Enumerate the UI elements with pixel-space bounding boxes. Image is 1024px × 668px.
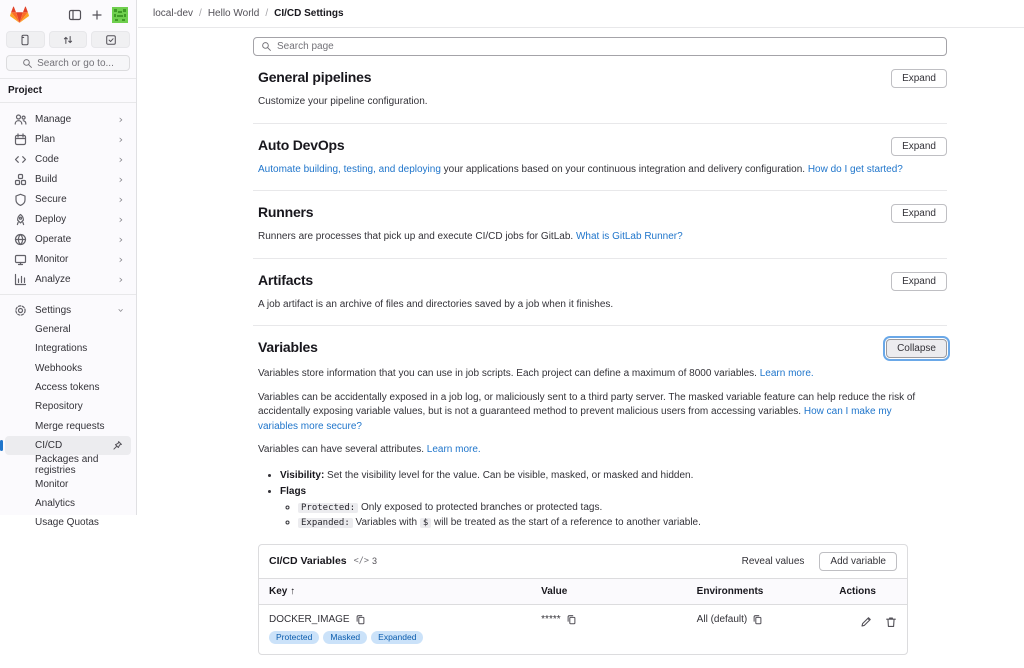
submenu-label: Usage Quotas — [35, 517, 99, 529]
chevron-right-icon: › — [118, 132, 123, 146]
sidebar-item-code[interactable] — [5, 149, 131, 169]
paragraph-text: Variables can have several attributes. — [258, 444, 427, 455]
edit-variable-icon[interactable] — [860, 616, 872, 628]
section-title: Artifacts — [258, 271, 313, 288]
sidebar-item-monitor-settings[interactable] — [5, 474, 131, 493]
count-value: 3 — [371, 556, 377, 566]
submenu-label: General — [35, 324, 71, 336]
breadcrumb-group[interactable]: local-dev — [153, 8, 194, 19]
main-area — [138, 0, 1024, 642]
section-description — [258, 230, 947, 245]
chevron-right-icon: › — [118, 212, 123, 226]
section-artifacts — [253, 259, 947, 327]
submenu-label: Analytics — [35, 497, 76, 509]
expanded-text: Variables with — [352, 517, 420, 528]
search-icon — [22, 58, 33, 69]
variables-secure-link[interactable]: How can I make my variables more secure? — [258, 406, 892, 432]
variables-attribute-list — [280, 468, 947, 531]
variable-value-masked: ***** — [541, 613, 561, 625]
protected-code: Protected: — [298, 503, 358, 513]
submenu-label: Packages and registries — [35, 453, 99, 476]
sidebar-item-operate[interactable] — [5, 229, 131, 249]
attributes-learn-more-link[interactable]: Learn more. — [426, 444, 481, 455]
merge-requests-shortcut-button[interactable] — [49, 31, 88, 48]
sidebar-item-label: Manage — [35, 113, 72, 125]
rocket-icon — [14, 213, 27, 226]
breadcrumb-current: CI/CD Settings — [274, 8, 344, 19]
expanded-bullet — [298, 515, 947, 531]
sidebar-search-input[interactable] — [6, 55, 130, 71]
todo-shortcut-button[interactable] — [91, 31, 130, 48]
submenu-label: Repository — [35, 401, 83, 413]
copy-value-icon[interactable] — [566, 614, 577, 625]
collapse-variables-button[interactable]: Collapse — [886, 339, 947, 358]
variables-paragraph-3 — [258, 443, 918, 458]
sidebar-item-repository[interactable] — [5, 397, 131, 416]
table-header-row — [259, 579, 907, 605]
sidebar-item-settings[interactable] — [5, 300, 131, 320]
variables-table — [259, 579, 907, 654]
sidebar-item-usage-quotas[interactable] — [5, 513, 131, 532]
sidebar-item-analytics[interactable] — [5, 494, 131, 513]
search-icon — [261, 41, 272, 52]
sidebar-item-label: Secure — [35, 193, 67, 205]
sidebar-item-general[interactable] — [5, 320, 131, 339]
variables-count — [354, 556, 377, 566]
breadcrumb-separator: / — [199, 8, 202, 19]
sidebar — [0, 0, 137, 529]
sidebar-search-placeholder: Search or go to... — [37, 57, 114, 69]
masked-badge: Masked — [323, 631, 367, 644]
expanded-text: will be treated as the start of a reference to another variable. — [431, 517, 701, 528]
cicd-variables-card — [258, 544, 908, 655]
description-text: your applications based on your continuous integration and delivery configuration. — [440, 163, 808, 175]
visibility-text: Set the visibility level for the value. Can be visible, masked, or masked and hidden. — [324, 469, 694, 481]
dollar-code: $ — [420, 518, 431, 528]
expand-runners-button[interactable]: Expand — [891, 204, 947, 223]
flags-sublist — [298, 500, 947, 531]
sidebar-item-integrations[interactable] — [5, 339, 131, 358]
what-is-runner-link[interactable]: What is GitLab Runner? — [575, 231, 683, 242]
section-description — [258, 163, 947, 178]
collapse-sidebar-icon[interactable] — [68, 8, 82, 22]
monitor-icon — [14, 253, 27, 266]
variables-paragraph-2 — [258, 391, 918, 435]
table-row — [259, 604, 907, 654]
sidebar-item-label: Monitor — [35, 253, 69, 265]
sidebar-item-label: Analyze — [35, 273, 71, 285]
sidebar-item-label: Plan — [35, 133, 56, 145]
chart-icon — [14, 273, 27, 286]
plan-icon — [14, 133, 27, 146]
get-started-link[interactable]: How do I get started? — [807, 163, 903, 175]
protected-badge: Protected — [269, 631, 319, 644]
submenu-label: Merge requests — [35, 420, 105, 432]
section-general-pipelines — [253, 56, 947, 124]
sidebar-item-webhooks[interactable] — [5, 359, 131, 378]
gitlab-logo[interactable] — [10, 6, 29, 24]
sidebar-item-deploy[interactable] — [5, 209, 131, 229]
variable-badges — [269, 631, 521, 644]
issues-icon — [19, 34, 31, 46]
chevron-right-icon: › — [118, 192, 123, 206]
chevron-right-icon: › — [118, 232, 123, 246]
expand-general-pipelines-button[interactable]: Expand — [891, 69, 947, 88]
sidebar-item-packages-registries[interactable] — [5, 455, 131, 474]
column-actions: Actions — [829, 579, 907, 605]
visibility-bullet — [280, 468, 947, 483]
copy-key-icon[interactable] — [355, 614, 366, 625]
chevron-right-icon: › — [118, 152, 123, 166]
sidebar-item-merge-requests[interactable] — [5, 416, 131, 435]
expanded-badge: Expanded — [371, 631, 423, 644]
submenu-label: Monitor — [35, 478, 69, 490]
sidebar-item-monitor[interactable] — [5, 249, 131, 269]
gear-icon — [14, 304, 27, 317]
chevron-right-icon: › — [118, 252, 123, 266]
todo-check-icon — [105, 34, 117, 46]
copy-environments-icon[interactable] — [752, 614, 763, 625]
create-new-icon[interactable] — [90, 8, 104, 22]
merge-request-icon — [62, 34, 74, 46]
column-key[interactable]: Key ↑ — [259, 579, 531, 605]
page-search-input[interactable] — [253, 37, 947, 56]
sidebar-nav — [0, 109, 136, 289]
sidebar-item-build[interactable] — [5, 169, 131, 189]
sidebar-shortcuts — [6, 31, 130, 48]
section-variables — [253, 326, 947, 668]
code-icon — [14, 153, 27, 166]
card-header — [259, 545, 907, 579]
sidebar-divider — [0, 294, 136, 295]
expand-auto-devops-button[interactable]: Expand — [891, 137, 947, 156]
description-text: Runners are processes that pick up and execute CI/CD jobs for GitLab. — [258, 231, 576, 242]
breadcrumb — [138, 0, 1024, 28]
sidebar-item-access-tokens[interactable] — [5, 378, 131, 397]
chevron-right-icon: › — [118, 112, 123, 126]
sidebar-item-label: Code — [35, 153, 59, 165]
paragraph-text: Variables can be accidentally exposed in a job log, or maliciously sent to a third party server. The masked variable feature can help reduce the risk of accidentally exposing variable values, but is not a guaranteed method to prevent malicious users from accessing variables. — [258, 391, 916, 417]
section-title: General pipelines — [258, 69, 372, 85]
card-title: CI/CD Variables — [269, 555, 347, 567]
shield-icon — [14, 193, 27, 206]
sidebar-item-cicd[interactable] — [5, 436, 131, 455]
protected-bullet — [298, 500, 947, 516]
sidebar-divider — [0, 102, 136, 103]
add-variable-button[interactable]: Add variable — [819, 552, 897, 571]
section-description: A job artifact is an archive of files and directories saved by a job when it finishes. — [258, 298, 614, 310]
sidebar-item-label: Build — [35, 173, 58, 185]
variable-environments: All (default) — [696, 613, 748, 625]
visibility-label: Visibility: — [280, 469, 325, 481]
section-title: Variables — [258, 339, 318, 355]
submenu-label: CI/CD — [35, 439, 63, 451]
section-description: Customize your pipeline configuration. — [258, 96, 428, 107]
settings-content — [138, 28, 1024, 642]
sidebar-header — [0, 0, 136, 28]
user-avatar[interactable] — [112, 7, 128, 23]
expand-artifacts-button[interactable]: Expand — [891, 272, 947, 291]
pin-icon[interactable] — [112, 440, 123, 451]
protected-text: Only exposed to protected branches or protected tags. — [358, 501, 603, 513]
variables-paragraph-1 — [258, 367, 918, 382]
breadcrumb-separator: / — [265, 8, 269, 19]
section-title: Runners — [258, 204, 314, 220]
column-environments: Environments — [687, 579, 830, 605]
context-header: Project — [8, 85, 42, 96]
column-value: Value — [531, 579, 687, 605]
row-actions — [860, 616, 897, 628]
paragraph-text: Variables store information that you can use in job scripts. Each project can define a maximum of 8000 variables. — [258, 368, 760, 379]
page-search-placeholder: Search page — [277, 41, 334, 52]
manage-icon — [14, 113, 27, 126]
section-title: Auto DevOps — [258, 136, 345, 153]
variable-key: DOCKER_IMAGE — [269, 613, 350, 625]
sort-ascending-icon: ↑ — [290, 585, 296, 597]
flags-bullet — [280, 484, 947, 531]
issues-shortcut-button[interactable] — [6, 31, 45, 48]
section-runners — [253, 191, 947, 259]
sidebar-item-label: Deploy — [35, 213, 67, 225]
variables-description — [258, 367, 947, 531]
sidebar-item-label: Settings — [35, 304, 72, 316]
sidebar-item-plan[interactable] — [5, 129, 131, 149]
reveal-values-button[interactable]: Reveal values — [733, 552, 814, 571]
build-icon — [14, 173, 27, 186]
auto-devops-docs-link[interactable]: Automate building, testing, and deploying — [258, 163, 441, 175]
chevron-down-icon: › — [114, 307, 128, 313]
settings-submenu — [0, 320, 136, 532]
delete-variable-icon[interactable] — [885, 616, 897, 628]
breadcrumb-project[interactable]: Hello World — [207, 8, 260, 19]
chevron-right-icon: › — [118, 272, 123, 286]
submenu-label: Integrations — [35, 343, 88, 355]
learn-more-link[interactable]: Learn more. — [759, 368, 814, 379]
sidebar-item-secure[interactable] — [5, 189, 131, 209]
sidebar-item-manage[interactable] — [5, 109, 131, 129]
expanded-code: Expanded: — [298, 518, 353, 528]
globe-icon — [14, 233, 27, 246]
submenu-label: Access tokens — [35, 382, 100, 394]
sidebar-item-label: Operate — [35, 233, 72, 245]
submenu-label: Webhooks — [35, 362, 83, 374]
chevron-right-icon: › — [118, 172, 123, 186]
flags-label: Flags — [280, 485, 307, 497]
code-icon: </> — [353, 556, 369, 566]
sidebar-settings-nav — [0, 300, 136, 320]
section-auto-devops — [253, 124, 947, 192]
sidebar-item-analyze[interactable] — [5, 269, 131, 289]
